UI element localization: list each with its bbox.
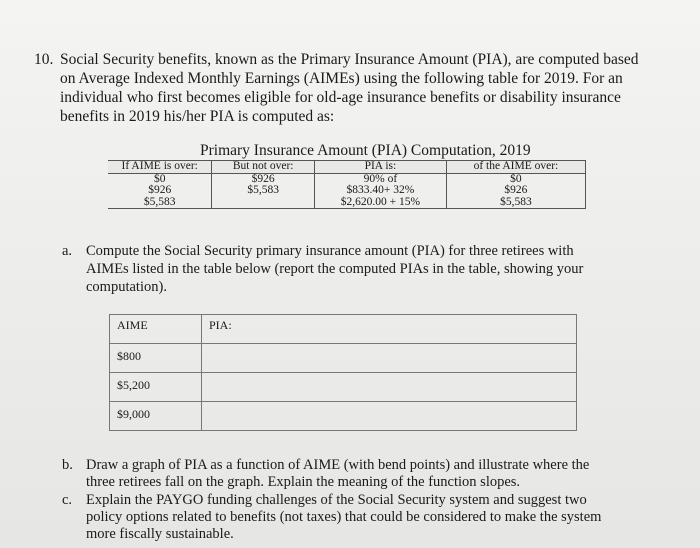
pia-cell: $0 bbox=[153, 172, 166, 185]
pia-cell: $2,620.00 + 15% bbox=[314, 197, 446, 209]
part-b-label: b. bbox=[62, 457, 73, 473]
part-c-line-1: Explain the PAYGO funding challenges of the Social Security system and suggest two bbox=[86, 492, 587, 508]
pia-table-title: Primary Insurance Amount (PIA) Computation, 2019 bbox=[200, 142, 531, 159]
retiree-pia-cell[interactable] bbox=[202, 373, 577, 402]
pia-computation-table bbox=[108, 160, 586, 209]
part-c-label: c. bbox=[62, 492, 73, 508]
pia-header-pia-is: PIA is: bbox=[314, 161, 446, 174]
retiree-table-row bbox=[110, 402, 577, 431]
question-line-3: individual who first becomes eligible for old-age insurance benefits or disability insurance bbox=[60, 89, 621, 106]
retiree-pia-table bbox=[109, 314, 577, 431]
pia-cell: $926 bbox=[148, 184, 172, 196]
part-a-line-1: Compute the Social Security primary insurance amount (PIA) for three retirees with bbox=[86, 243, 574, 259]
pia-table-header-row bbox=[108, 161, 586, 174]
pia-cell: 90% of bbox=[314, 173, 446, 185]
part-a-line-2: AIMEs listed in the table below (report the computed PIAs in the table, showing your bbox=[86, 261, 584, 277]
retiree-table-header-row bbox=[110, 315, 577, 344]
question-line-4: benefits in 2019 his/her PIA is computed as: bbox=[60, 108, 335, 125]
retiree-table-row bbox=[110, 373, 577, 402]
question-line-1: Social Security benefits, known as the Primary Insurance Amount (PIA), are computed based bbox=[60, 51, 639, 68]
part-c-line-3: more fiscally sustainable. bbox=[86, 526, 234, 542]
pia-header-not-over: But not over: bbox=[212, 161, 315, 174]
part-b-line-2: three retirees fall on the graph. Explain the meaning of the function slopes. bbox=[86, 474, 521, 490]
pia-cell: $5,583 bbox=[446, 197, 585, 209]
retiree-header-aime: AIME bbox=[110, 315, 202, 344]
pia-cell: $0 bbox=[446, 173, 585, 185]
pia-table-row bbox=[108, 185, 586, 197]
pia-cell: $926 bbox=[446, 185, 585, 197]
pia-cell: $5,583 bbox=[108, 197, 212, 209]
pia-table-row bbox=[108, 197, 586, 209]
retiree-pia-cell[interactable] bbox=[202, 402, 577, 431]
retiree-aime-cell: $800 bbox=[110, 344, 202, 373]
part-c-line-2: policy options related to benefits (not taxes) that could be considered to make the system bbox=[86, 509, 602, 525]
retiree-pia-cell[interactable] bbox=[202, 344, 577, 373]
retiree-aime-cell: $9,000 bbox=[110, 402, 202, 431]
question-line-2: on Average Indexed Monthly Earnings (AIMEs) using the following table for 2019. For an bbox=[60, 70, 623, 87]
part-a-line-3: computation). bbox=[86, 279, 167, 295]
pia-cell: $926 bbox=[212, 173, 315, 185]
question-number: 10. bbox=[34, 51, 54, 68]
part-a-label: a. bbox=[62, 243, 73, 259]
retiree-header-pia: PIA: bbox=[202, 315, 577, 344]
retiree-aime-cell: $5,200 bbox=[110, 373, 202, 402]
part-b-line-1: Draw a graph of PIA as a function of AIME (with bend points) and illustrate where the bbox=[86, 457, 590, 473]
pia-cell bbox=[212, 197, 315, 209]
pia-cell: $833.40+ 32% bbox=[314, 185, 446, 197]
pia-header-of-aime-over: of the AIME over: bbox=[446, 161, 585, 174]
pia-header-aime-over: If AIME is over: bbox=[108, 161, 212, 174]
retiree-table-row bbox=[110, 344, 577, 373]
pia-cell: $5,583 bbox=[212, 185, 315, 197]
